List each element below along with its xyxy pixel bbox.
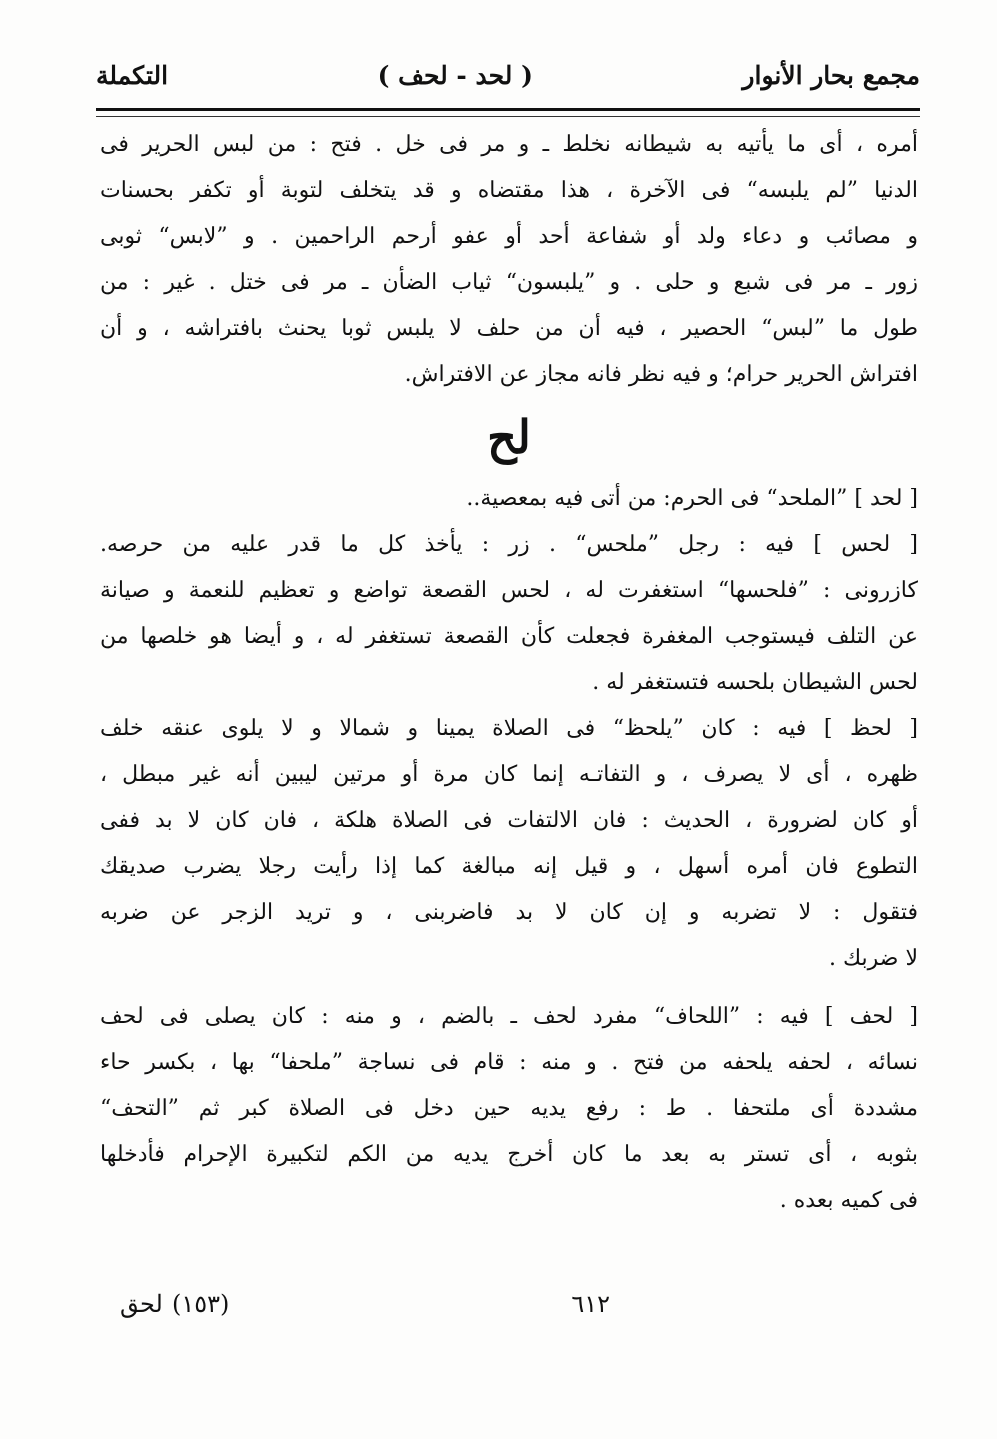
entry-lahaza: [100, 706, 918, 982]
text-line: أمره ، أى ما يأتيه به شيطانه نخلط ـ و مر فى خل . فتح : من لبس الحرير فى: [100, 132, 918, 157]
text-line: أو كان لضرورة ، الحديث : فان الالتفات فى الصلاة هلكة ، فان كان لا بد ففى: [100, 808, 918, 833]
text-line: الدنيا ”لم يلبسه“ فى الآخرة ، هذا مقتضاه و قد يتخلف لتوبة أو تكفر بحسنات: [100, 178, 918, 203]
text-line: [ لحف ] فيه : ”اللحاف“ مفرد لحف ـ بالضم ، و منه : كان يصلى فى لحف: [100, 1004, 918, 1029]
text-line: فتقول : لا تضربه و إن كان لا بد فاضربنى ، و تريد الزجر عن ضربه: [100, 900, 918, 925]
text-line: و مصائب و دعاء ولد أو شفاعة أحد أو عفو أرحم الراحمين . و ”لابس“ ثوبى: [100, 224, 918, 249]
running-header: [96, 52, 920, 98]
header-rule-thick: [96, 108, 920, 111]
text-line: لا ضربك .: [828, 946, 918, 971]
text-line: طول ما ”لبس“ الحصير ، فيه أن من حلف لا يلبس ثوبا يحنث بافتراشه ، و أن: [100, 316, 918, 341]
entry-lahasa: [100, 522, 918, 706]
page-footer: [120, 1290, 780, 1330]
volume-signature: (١٥٣): [172, 1290, 230, 1318]
page-body: [100, 122, 918, 1224]
paragraph-gap: [100, 982, 918, 994]
header-rule-thin: [96, 116, 920, 117]
text-line: كازرونى : ”فلحسها“ استغفرت له ، لحس القصعة تواضع و تعظيم للنعمة و صيانة: [100, 578, 918, 603]
header-section-name: التكملة: [96, 60, 169, 90]
header-entry-range: ( لحد - لحف ): [377, 60, 533, 90]
text-line: ظهره ، أى لا يصرف ، و التفاتـه إنما كان مرة أو مرتين ليبين أنه غير مبطل ،: [100, 762, 918, 787]
page-number: ٦١٢: [571, 1290, 610, 1318]
section-letter-heading: لح: [487, 410, 531, 464]
text-line: [ لحد ] ”الملحد“ فى الحرم: من أتى فيه بمعصية..: [466, 486, 918, 511]
catchword: لحق: [120, 1290, 163, 1318]
entry-lahada: [100, 476, 918, 522]
text-line: مشددة أى ملتحفا . ط : رفع يديه حين دخل فى الصلاة كبر ثم ”التحف“: [100, 1096, 918, 1121]
text-line: [ لحس ] فيه : رجل ”ملحس“ . زر : يأخذ كل ما قدر عليه من حرصه.: [100, 532, 918, 557]
text-line: عن التلف فيستوجب المغفرة فجعلت كأن القصعة تستغفر له ، و أيضا هو خلصها من: [100, 624, 918, 649]
text-line: نسائه ، لحفه يلحفه من فتح . و منه : قام فى نساجة ”ملحفا“ بها ، بكسر حاء: [100, 1050, 918, 1075]
entry-lahafa: [100, 994, 918, 1224]
text-line: فى كميه بعده .: [779, 1188, 918, 1213]
text-line: افتراش الحرير حرام؛ و فيه نظر فانه مجاز عن الافتراش.: [404, 362, 918, 387]
paragraph-continuation: [100, 122, 918, 398]
text-line: زور ـ مر فى شبع و حلى . و ”يلبسون“ ثياب الضأن ـ مر فى ختل . غير : من: [100, 270, 918, 295]
text-line: بثوبه ، أى تستر به بعد ما كان أخرج يديه من الكم لتكبيرة الإحرام فأدخلها: [100, 1142, 918, 1167]
text-line: لحس الشيطان بلحسه فتستغفر له .: [592, 670, 918, 695]
header-book-title: مجمع بحار الأنوار: [742, 60, 920, 90]
text-line: التطوع فان أمره أسهل ، و قيل إنه مبالغة كما إذا رأيت رجلا يضرب صديقك: [100, 854, 918, 879]
text-line: [ لحظ ] فيه : كان ”يلحظ“ فى الصلاة يمينا و شمالا و لا يلوى عنقه خلف: [100, 716, 918, 741]
